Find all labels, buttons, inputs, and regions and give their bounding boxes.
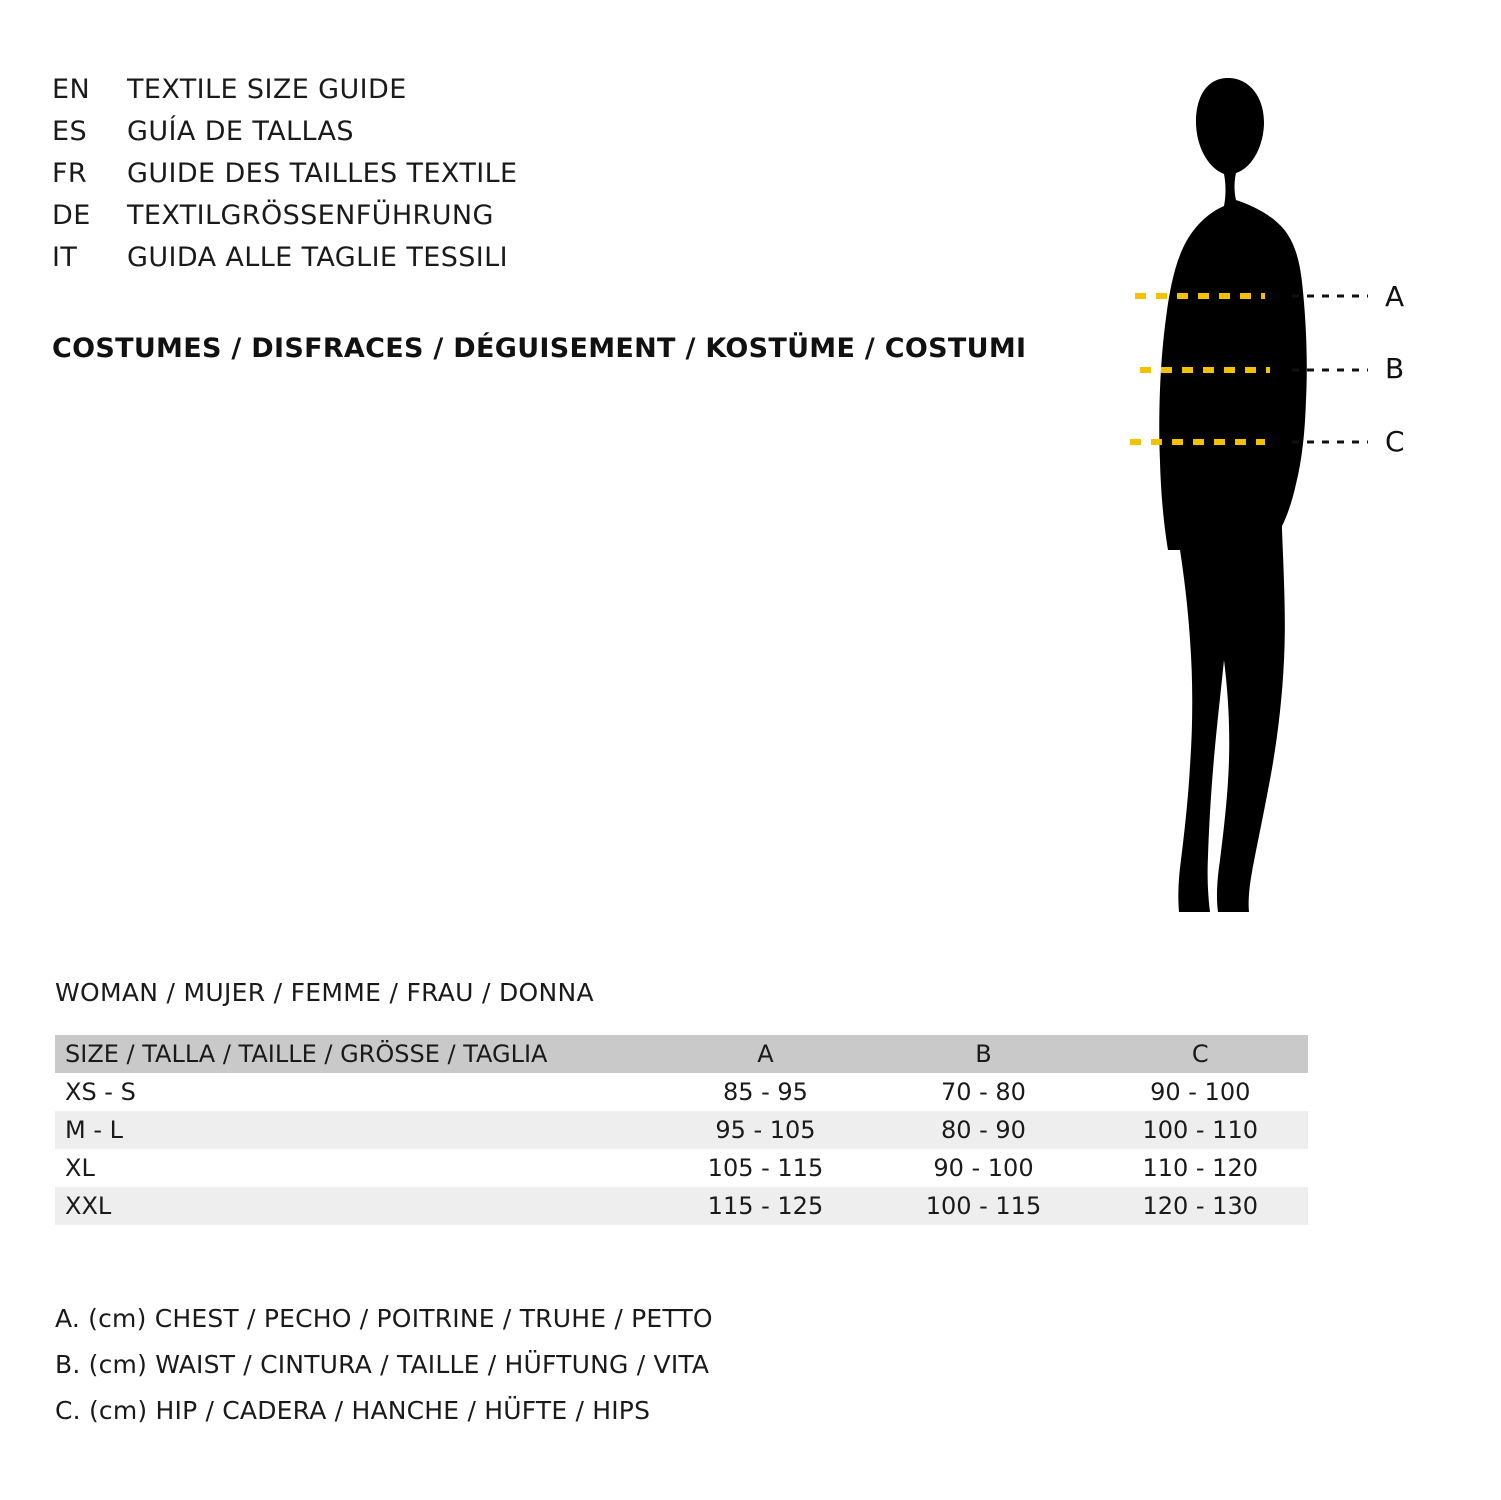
column-header-size: SIZE / TALLA / TAILLE / GRÖSSE / TAGLIA <box>65 1040 548 1068</box>
cell-b: 80 - 90 <box>940 1116 1026 1144</box>
cell-c: 110 - 120 <box>1142 1154 1258 1182</box>
column-header-b: B <box>975 1040 992 1068</box>
callout-label-a: A <box>1385 280 1405 313</box>
cell-a: 95 - 105 <box>715 1116 816 1144</box>
measurement-notes <box>55 1296 1155 1434</box>
language-text-en: TEXTILE SIZE GUIDE <box>127 74 407 105</box>
language-row-es <box>52 116 1052 158</box>
language-code-fr: FR <box>52 158 88 189</box>
note-hip: C. (cm) HIP / CADERA / HANCHE / HÜFTE / HIPS <box>55 1396 651 1425</box>
table-row <box>55 1111 1308 1149</box>
callout-label-b: B <box>1385 352 1405 385</box>
language-legend <box>52 74 1052 284</box>
table-row <box>55 1149 1308 1187</box>
language-row-de <box>52 200 1052 242</box>
cell-size: XL <box>65 1154 95 1182</box>
cell-a: 105 - 115 <box>707 1154 824 1182</box>
cell-a: 115 - 125 <box>707 1192 824 1220</box>
language-text-de: TEXTILGRÖSSENFÜHRUNG <box>127 200 494 231</box>
language-code-it: IT <box>52 242 78 273</box>
note-chest: A. (cm) CHEST / PECHO / POITRINE / TRUHE / PETTO <box>55 1304 713 1333</box>
measurement-guides <box>1030 60 1450 940</box>
language-text-it: GUIDA ALLE TAGLIE TESSILI <box>127 242 508 273</box>
cell-c: 100 - 110 <box>1142 1116 1258 1144</box>
cell-b: 100 - 115 <box>925 1192 1042 1220</box>
language-row-it <box>52 242 1052 284</box>
language-text-es: GUÍA DE TALLAS <box>127 116 354 147</box>
cell-c: 120 - 130 <box>1142 1192 1258 1220</box>
callout-label-c: C <box>1385 425 1405 458</box>
column-header-a: A <box>757 1040 774 1068</box>
language-code-de: DE <box>52 200 91 231</box>
cell-size: M - L <box>65 1116 123 1144</box>
cell-b: 90 - 100 <box>933 1154 1034 1182</box>
table-row <box>55 1187 1308 1225</box>
cell-size: XS - S <box>65 1078 136 1106</box>
language-row-fr <box>52 158 1052 200</box>
cell-size: XXL <box>65 1192 112 1220</box>
table-title: WOMAN / MUJER / FEMME / FRAU / DONNA <box>55 978 594 1007</box>
size-table <box>55 1035 1308 1225</box>
note-waist: B. (cm) WAIST / CINTURA / TAILLE / HÜFTUNG / VITA <box>55 1350 710 1379</box>
cell-a: 85 - 95 <box>722 1078 808 1106</box>
language-code-en: EN <box>52 74 91 105</box>
language-code-es: ES <box>52 116 87 147</box>
column-header-c: C <box>1191 1040 1209 1068</box>
table-row <box>55 1073 1308 1111</box>
language-text-fr: GUIDE DES TAILLES TEXTILE <box>127 158 518 189</box>
table-header-row <box>55 1035 1308 1073</box>
language-row-en <box>52 74 1052 116</box>
cell-c: 90 - 100 <box>1150 1078 1251 1106</box>
figure-area <box>1030 60 1450 940</box>
costumes-subtitle: COSTUMES / DISFRACES / DÉGUISEMENT / KOSTÜME / COSTUMI <box>52 333 1027 364</box>
cell-b: 70 - 80 <box>940 1078 1026 1106</box>
